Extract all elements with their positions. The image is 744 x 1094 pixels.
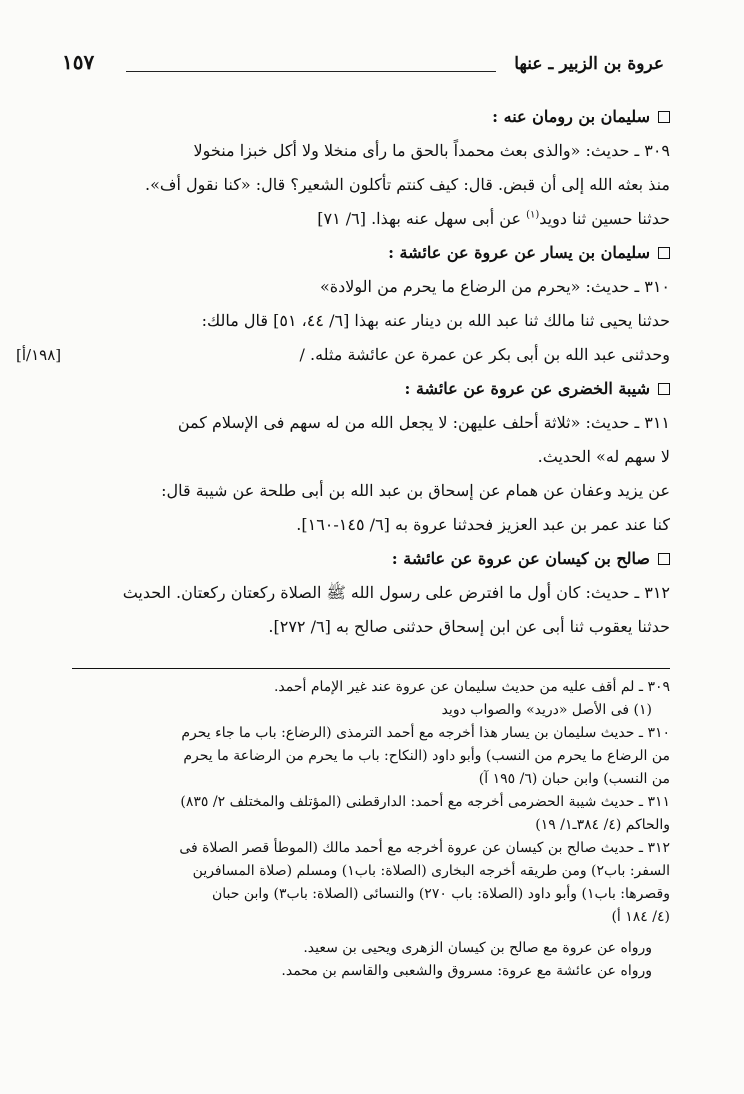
- square-bullet-icon: [658, 111, 670, 123]
- isnad-line: عن يزيد وعفان عن همام عن إسحاق بن عبد الله بن أبى طلحة عن شيبة قال:: [161, 481, 670, 500]
- footnote-line: السفر: باب٢) ومن طريقه أخرجه البخارى (الصلاة: باب١) ومسلم (صلاة المسافرين: [192, 863, 670, 879]
- footnote-line: من الرضاع ما يحرم من النسب) وأبو داود (النكاح: باب ما يحرم من الرضاعة ما يحرم: [183, 748, 670, 764]
- footnote-line: ٣١٢ ـ حديث صالح بن كيسان عن عروة أخرجه مع أحمد مالك (الموطأ قصر الصلاة فى: [179, 840, 670, 856]
- isnad-line: حدثنا يحيى ثنا مالك ثنا عبد الله بن دينار عنه بهذا [٦/ ٤٤، ٥١] قال مالك:: [201, 311, 670, 330]
- footnote-separator: [72, 668, 670, 669]
- running-header: [62, 50, 664, 86]
- page-number: ١٥٧: [62, 50, 95, 74]
- hadith-line: ٣١١ ـ حديث: «ثلاثة أحلف عليهن: لا يجعل الله من له سهم فى الإسلام كمن: [177, 413, 670, 432]
- footnote-line: (١) فى الأصل «دريد» والصواب دويد: [441, 702, 652, 718]
- footnote-line: ٣٠٩ ـ لم أقف عليه من حديث سليمان عن عروة عند غير الإمام أحمد.: [273, 679, 670, 695]
- running-title: عروة بن الزبير ـ عنها: [514, 54, 664, 74]
- hadith-line: ٣١٢ ـ حديث: كان أول ما افترض على رسول الله ﷺ الصلاة ركعتان ركعتان. الحديث: [122, 583, 670, 602]
- section-heading: صالح بن كيسان عن عروة عن عائشة :: [72, 542, 670, 576]
- section-heading: سليمان بن يسار عن عروة عن عائشة :: [72, 236, 670, 270]
- footnote-line: (٤/ ١٨٤ أ): [611, 909, 670, 925]
- footnote-line: وقصرها: باب١) وأبو داود (الصلاة: باب ٢٧٠) والنسائى (الصلاة: باب٣) وابن حبان: [211, 886, 670, 902]
- square-bullet-icon: [658, 247, 670, 259]
- footnote-line: ورواه عن عائشة مع عروة: مسروق والشعبى والقاسم بن محمد.: [281, 963, 652, 979]
- section-heading: شيبة الخضرى عن عروة عن عائشة :: [72, 372, 670, 406]
- hadith-line: منذ بعثه الله إلى أن قبض. قال: كيف كنتم تأكلون الشعير؟ قال: «كنا نقول أف».: [145, 175, 670, 194]
- header-rule: [126, 71, 496, 72]
- main-text: [16, 100, 670, 644]
- isnad-line: حدثنا يعقوب ثنا أبى عن ابن إسحاق حدثنى صالح به [٦/ ٢٧٢].: [268, 617, 670, 636]
- square-bullet-icon: [658, 383, 670, 395]
- footnote-line: والحاكم (٤/ ٣٨٤ـ١/ ١٩): [535, 817, 670, 833]
- footnote-line: ورواه عن عروة مع صالح بن كيسان الزهرى ويحيى بن سعيد.: [303, 940, 652, 956]
- footnotes: [72, 676, 670, 983]
- isnad-line: حدثنا حسين ثنا دويد$^{(١)}$ عن أبى سهل عنه بهذا. [٦/ ٧١]: [317, 209, 670, 228]
- hadith-line: ٣١٠ ـ حديث: «يحرم من الرضاع ما يحرم من الولادة»: [319, 277, 670, 296]
- square-bullet-icon: [658, 553, 670, 565]
- isnad-line: وحدثنى عبد الله بن أبى بكر عن عمرة عن عائشة مثله. / [١٩٨/أ]: [72, 338, 670, 372]
- footnote-line: من النسب) وابن حبان (٦/ ١٩٥ آ): [478, 771, 670, 787]
- footnote-line: ٣١١ ـ حديث شيبة الحضرمى أخرجه مع أحمد: الدارقطنى (المؤتلف والمختلف ٢/ ٨٣٥): [180, 794, 670, 810]
- hadith-line: ٣٠٩ ـ حديث: «والذى بعث محمداً بالحق ما رأى منخلا ولا أكل خبزا منخولا: [193, 141, 670, 160]
- footnote-marker: (١): [526, 209, 540, 221]
- isnad-line: كنا عند عمر بن عبد العزيز فحدثنا عروة به [٦/ ١٤٥-١٦٠].: [296, 515, 670, 534]
- manuscript-folio-ref: [١٩٨/أ]: [16, 346, 62, 364]
- hadith-line: لا سهم له» الحديث.: [537, 447, 670, 466]
- section-heading: سليمان بن رومان عنه :: [72, 100, 670, 134]
- footnote-line: ٣١٠ ـ حديث سليمان بن يسار هذا أخرجه مع أحمد الترمذى (الرضاع: باب ما جاء يحرم: [181, 725, 670, 741]
